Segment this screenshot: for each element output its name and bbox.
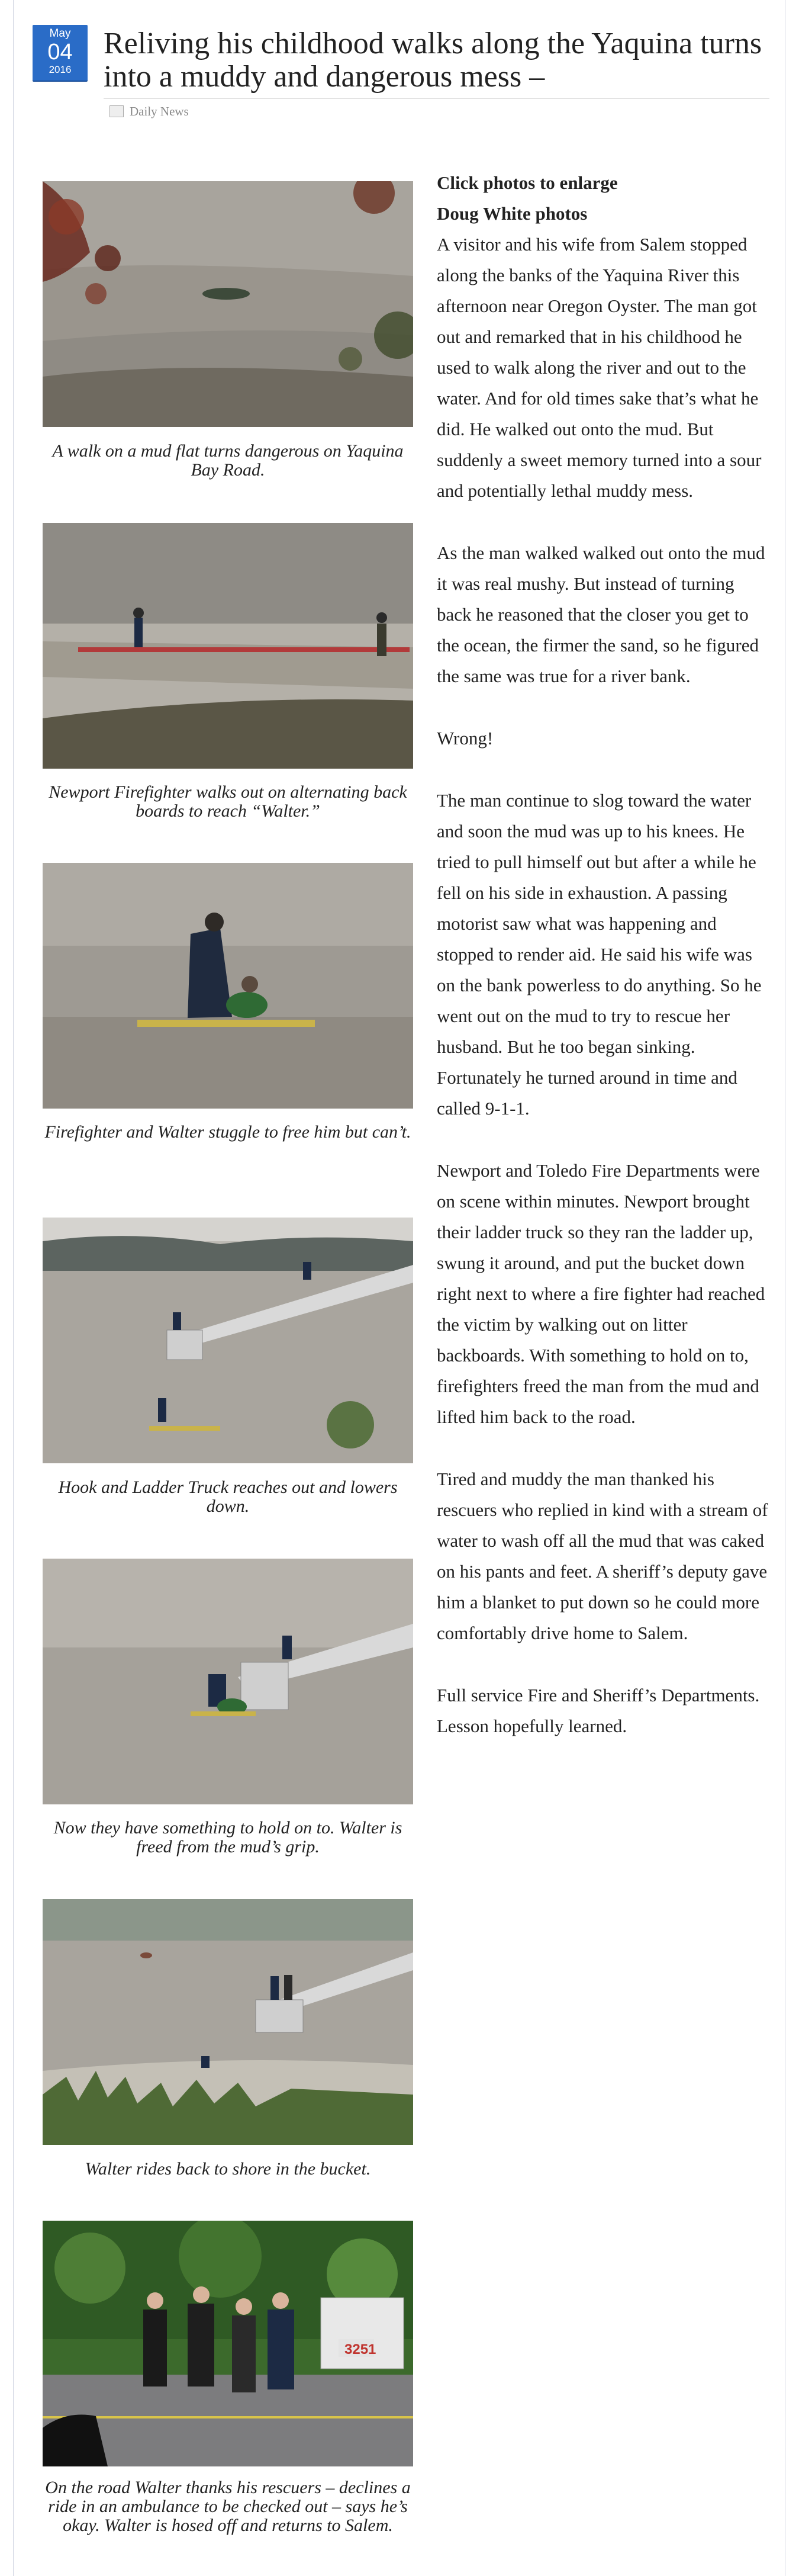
photo-6-caption: Walter rides back to shore in the bucket.	[85, 2159, 371, 2179]
svg-text:3251: 3251	[344, 2341, 376, 2357]
ladder-truck-photo	[43, 1218, 413, 1463]
photo-4[interactable]	[43, 1218, 413, 1463]
roadside-photo	[43, 2221, 413, 2466]
bucket-grip-photo	[43, 1559, 413, 1804]
photo-6[interactable]	[43, 1899, 413, 2145]
date-badge	[33, 25, 88, 81]
folder-icon	[109, 105, 124, 117]
article-paragraph-4: The man continue to slog toward the water and soon the mud was up to his knees. He tried to pull himself out but after a while he fell on his side in exhaustion. A passing motorist saw what was happening and stopped to render aid. He said his wife was on the bank powerless to do anything. So he went out on the mud to try to rescue her husband. But he too began sinking. Fortunately he turned around in time and called 9-1-1.	[437, 790, 762, 1119]
date-year: 2016	[49, 64, 72, 75]
photo-1[interactable]	[43, 181, 413, 427]
date-month: May	[49, 27, 71, 40]
article-paragraph-2: As the man walked walked out onto the mud it was real mushy. But instead of turning back he reasoned that the closer you get to the ocean, the firmer the sand, so he figured the same was true for a river bank.	[437, 542, 765, 686]
date-day: 04	[47, 40, 73, 65]
category-link[interactable]	[109, 104, 189, 119]
article-paragraph-5: Newport and Toledo Fire Departments were on scene within minutes. Newport brought their ladder truck so they ran the ladder up, swung it around, and put the bucket down right next to where a fire fighter had reached the victim by walking out on litter backboards. With something to hold on to, firefighters freed the man from the mud and lifted him back to the road.	[437, 1160, 765, 1427]
photo-7[interactable]	[43, 2221, 413, 2466]
article-paragraph-6: Tired and muddy the man thanked his rescuers who replied in kind with a stream of water to wash off all the mud that was caked on his pants and feet. A sheriff’s deputy gave him a blanket to put down so he could more comfortably drive home to Salem.	[437, 1469, 768, 1643]
article-lead-click: Click photos to enlarge	[437, 172, 618, 193]
photo-1-caption: A walk on a mud flat turns dangerous on Yaquina Bay Road.	[52, 441, 404, 480]
mudflat-photo	[43, 181, 413, 427]
category-label: Daily News	[130, 104, 189, 118]
article-paragraph-7: Full service Fire and Sheriff’s Departments. Lesson hopefully learned.	[437, 1685, 760, 1736]
article-body	[437, 168, 772, 1773]
struggle-photo	[43, 863, 413, 1109]
article-lead-credit: Doug White photos	[437, 203, 588, 224]
title-divider	[104, 98, 769, 99]
article-paragraph-1: A visitor and his wife from Salem stopped along the banks of the Yaquina River this afternoon near Oregon Oyster. The man got out and remarked that in his childhood he used to walk along the river and out to the water. And for old times sake that’s what he did. He walked out onto the mud. But suddenly a sweet memory turned into a sour and potentially lethal muddy mess.	[437, 234, 762, 501]
photo-5-caption: Now they have something to hold on to. Walter is freed from the mud’s grip.	[53, 1818, 402, 1856]
photo-7-caption: On the road Walter thanks his rescuers – declines a ride in an ambulance to be checked out – says he’s okay. Walter is hosed off and returns to Salem.	[45, 2478, 411, 2535]
post-title[interactable]: Reliving his childhood walks along the Yaquina turns into a muddy and dangerous mess –	[104, 27, 762, 94]
photo-3[interactable]	[43, 863, 413, 1109]
photo-2[interactable]	[43, 523, 413, 769]
photo-4-caption: Hook and Ladder Truck reaches out and lowers down.	[58, 1477, 398, 1516]
photo-5[interactable]	[43, 1559, 413, 1804]
bucket-return-photo	[43, 1899, 413, 2145]
firefighter-backboards-photo	[43, 523, 413, 769]
photo-2-caption: Newport Firefighter walks out on alternating back boards to reach “Walter.”	[49, 782, 407, 821]
photo-3-caption: Firefighter and Walter stuggle to free him but can’t.	[44, 1122, 411, 1142]
article-paragraph-3: Wrong!	[437, 728, 494, 749]
